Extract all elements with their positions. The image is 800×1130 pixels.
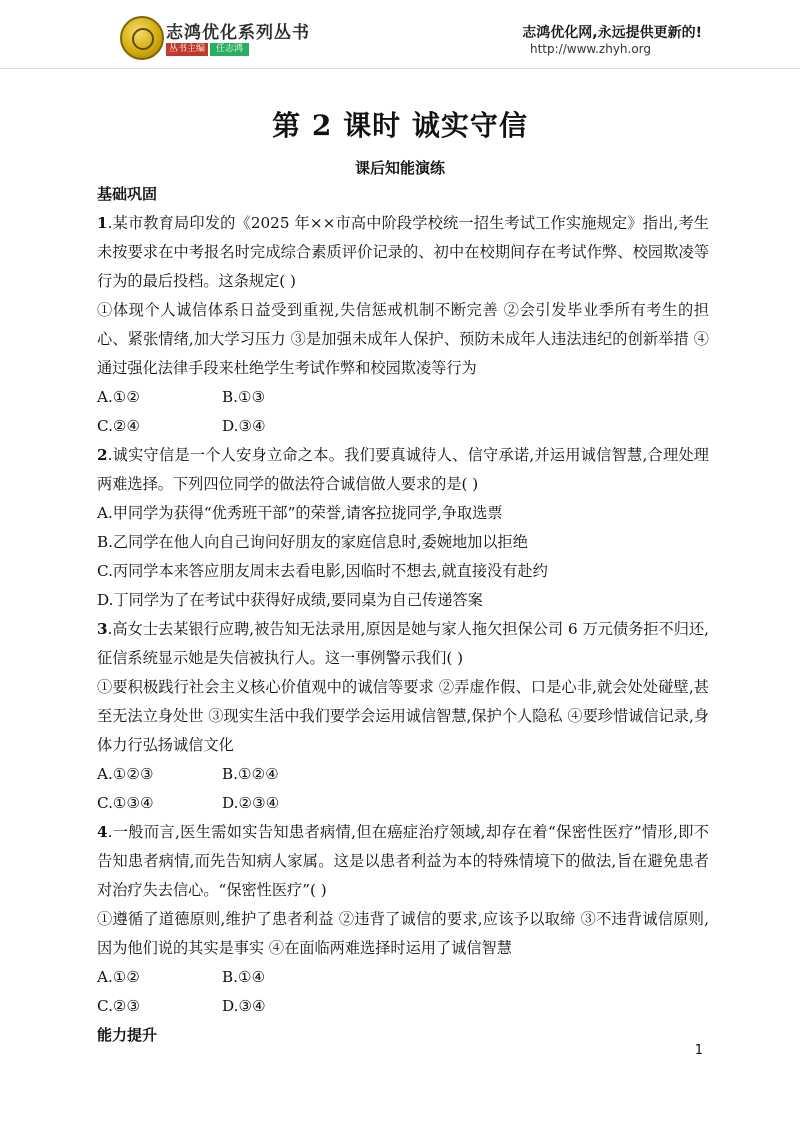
option-b[interactable]: B.①③	[222, 388, 266, 406]
option-d[interactable]: D.③④	[222, 997, 266, 1015]
question-stem	[97, 209, 709, 296]
option-b[interactable]: B.①②④	[222, 765, 279, 783]
question-statements: ①体现个人诚信体系日益受到重视,失信惩戒机制不断完善 ②会引发毕业季所有考生的担心、紧张情绪,加大学习压力 ③是加强未成年人保护、预防未成年人违法违纪的创新举措 ④通过强化法律手段来杜绝学生考试作弊和校园欺凌等行为	[97, 301, 709, 377]
question-statements: ①遵循了道德原则,维护了患者利益 ②违背了诚信的要求,应该予以取缔 ③不违背诚信原则,因为他们说的其实是事实 ④在面临两难选择时运用了诚信智慧	[97, 910, 709, 957]
option-a[interactable]: A.①②③	[97, 765, 154, 783]
option-row	[97, 412, 709, 441]
section-advanced-heading: 能力提升	[97, 1026, 158, 1044]
series-title: 志鸿优化系列丛书	[166, 23, 310, 43]
option-c[interactable]: C.②④	[97, 417, 141, 435]
option-row	[97, 789, 709, 818]
section-basic-heading: 基础巩固	[97, 185, 158, 203]
question-number: 4	[97, 823, 108, 841]
question-number: 2	[97, 446, 108, 464]
question-text: .高女士去某银行应聘,被告知无法录用,原因是她与家人拖欠担保公司 6 万元债务拒不归还,征信系统显示她是失信被执行人。这一事例警示我们( )	[97, 620, 709, 667]
question-text: .一般而言,医生需如实告知患者病情,但在癌症治疗领域,却存在着“保密性医疗”情形,即不告知患者病情,而先告知病人家属。这是以患者利益为本的特殊情境下的做法,旨在避免患者对治疗失去信心。“保密性医疗”( )	[97, 823, 709, 899]
series-editor	[166, 42, 249, 56]
option-row	[97, 963, 709, 992]
option-d[interactable]: D.②③④	[222, 794, 280, 812]
question-2	[97, 441, 709, 615]
header-divider	[0, 68, 800, 69]
section-subtitle: 课后知能演练	[354, 159, 445, 177]
option-row	[97, 383, 709, 412]
option-a[interactable]: A.甲同学为获得“优秀班干部”的荣誉,请客拉拢同学,争取选票	[97, 504, 503, 522]
editor-name: 任志鸿	[210, 43, 249, 56]
option-d[interactable]: D.丁同学为了在考试中获得好成绩,要同桌为自己传递答案	[97, 591, 483, 609]
question-3	[97, 615, 709, 818]
option-c[interactable]: C.①③④	[97, 794, 154, 812]
series-logo	[120, 16, 310, 60]
option-a[interactable]: A.①②	[97, 388, 141, 406]
question-number: 1	[97, 214, 108, 232]
page-number: 1	[694, 1043, 703, 1058]
question-number: 3	[97, 620, 108, 638]
site-url[interactable]: http://www.zhyh.org	[530, 42, 652, 56]
option-c[interactable]: C.丙同学本来答应朋友周末去看电影,因临时不想去,就直接没有赴约	[97, 562, 548, 580]
question-1	[97, 209, 709, 441]
site-slogan: 志鸿优化网,永远提供更新的!	[522, 25, 702, 41]
question-stem	[97, 615, 709, 673]
lesson-title: 第 2 课时 诚实守信	[272, 109, 528, 142]
editor-tag: 丛书主编	[166, 43, 208, 56]
option-c[interactable]: C.②③	[97, 997, 141, 1015]
question-text: .某市教育局印发的《2025 年××市高中阶段学校统一招生考试工作实施规定》指出,考生未按要求在中考报名时完成综合素质评价记录的、初中在校期间存在考试作弊、校园欺凌等行为的最后投档。这条规定( )	[97, 214, 709, 290]
question-statements: ①要积极践行社会主义核心价值观中的诚信等要求 ②弄虚作假、口是心非,就会处处碰壁,甚至无法立身处世 ③现实生活中我们要学会运用诚信智慧,保护个人隐私 ④要珍惜诚信记录,身体力行弘扬诚信文化	[97, 678, 709, 754]
question-4	[97, 818, 709, 1021]
option-a[interactable]: A.①②	[97, 968, 141, 986]
page-header	[0, 0, 800, 80]
question-text: .诚实守信是一个人安身立命之本。我们要真诚待人、信守承诺,并运用诚信智慧,合理处理两难选择。下列四位同学的做法符合诚信做人要求的是( )	[97, 446, 709, 493]
option-row	[97, 760, 709, 789]
question-stem	[97, 441, 709, 499]
option-b[interactable]: B.①④	[222, 968, 266, 986]
question-stem	[97, 818, 709, 905]
option-d[interactable]: D.③④	[222, 417, 266, 435]
option-row	[97, 992, 709, 1021]
exercise-content	[97, 180, 709, 1050]
option-b[interactable]: B.乙同学在他人向自己询问好朋友的家庭信息时,委婉地加以拒绝	[97, 533, 528, 551]
seal-logo-icon	[120, 16, 164, 60]
